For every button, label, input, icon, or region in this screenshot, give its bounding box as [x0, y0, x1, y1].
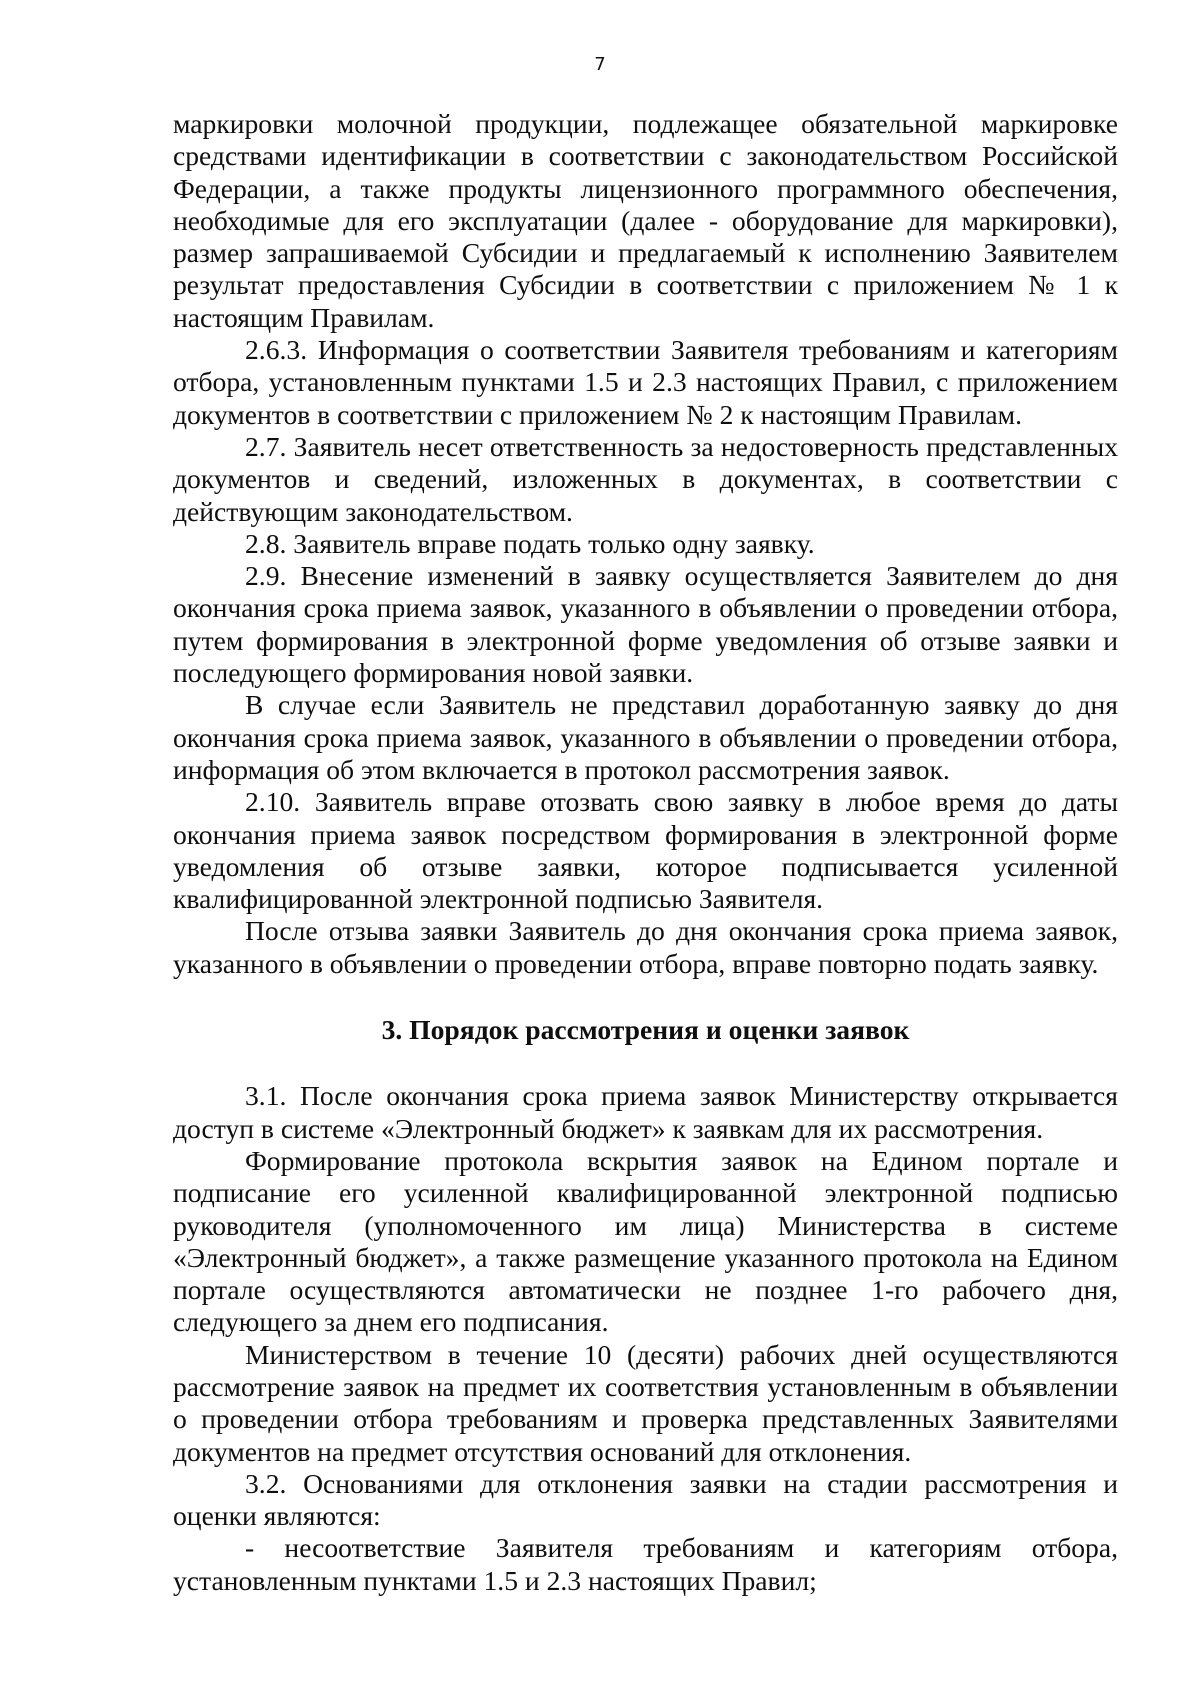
paragraph-2-6-3: 2.6.3. Информация о соответствии Заявителя требованиям и категориям отбора, установленным пунктами 1.5 и 2.3 настоящих Правил, с приложением документов в соответствии с приложением № 2 к настоящим Правилам.	[173, 334, 1118, 430]
paragraph-2-7: 2.7. Заявитель несет ответственность за недостоверность представленных документов и сведений, изложенных в документах, в соответствии с действующим законодательством.	[173, 430, 1118, 527]
list-item-mismatch: - несоответствие Заявителя требованиям и категориям отбора, установленным пунктами 1.5 и 2.3 настоящих Правил;	[173, 1532, 1118, 1596]
paragraph-2-10-note: После отзыва заявки Заявитель до дня окончания срока приема заявок, указанного в объявлении о проведении отбора, вправе повторно подать заявку.	[173, 915, 1118, 979]
paragraph-2-8: 2.8. Заявитель вправе подать только одну заявку.	[245, 527, 815, 559]
section-heading: 3. Порядок рассмотрения и оценки заявок	[381, 1014, 910, 1046]
paragraph-continuation: маркировки молочной продукции, подлежащее обязательной маркировке средствами идентификации в соответствии с законодательством Российской Федерации, а также продукты лицензионного программного обеспечения, необходимые для его эксплуатации (далее - оборудование для маркировки), размер запрашиваемой Субсидии и предлагаемый к исполнению Заявителем результат предоставления Субсидии в соответствии с приложением № 1 к настоящим Правилам.	[173, 108, 1118, 333]
paragraph-3-1-protocol: Формирование протокола вскрытия заявок на Едином портале и подписание его усиленной квалифицированной электронной подписью руководителя (уполномоченного им лица) Министерства в системе «Электронный бюджет», а также размещение указанного протокола на Едином портале осуществляются автоматически не позднее 1-го рабочего дня, следующего за днем его подписания.	[173, 1144, 1118, 1338]
paragraph-2-9: 2.9. Внесение изменений в заявку осуществляется Заявителем до дня окончания срока приема заявок, указанного в объявлении о проведении отбора, путем формирования в электронной форме уведомления об отзыве заявки и последующего формирования новой заявки.	[173, 560, 1118, 689]
paragraph-2-10: 2.10. Заявитель вправе отозвать свою заявку в любое время до даты окончания приема заявок посредством формирования в электронной форме уведомления об отзыве заявки, которое подписывается усиленной квалифицированной электронной подписью Заявителя.	[173, 786, 1118, 915]
page-number: 7	[594, 54, 606, 75]
paragraph-2-9-note: В случае если Заявитель не представил доработанную заявку до дня окончания срока приема заявок, указанного в объявлении о проведении отбора, информация об этом включается в протокол рассмотрения заявок.	[173, 689, 1118, 785]
paragraph-3-1-review: Министерством в течение 10 (десяти) рабочих дней осуществляются рассмотрение заявок на предмет их соответствия установленным в объявлении о проведении отбора требованиям и проверка представленных Заявителями документов на предмет отсутствия оснований для отклонения.	[173, 1338, 1118, 1467]
paragraph-3-1: 3.1. После окончания срока приема заявок Министерству открывается доступ в системе «Электронный бюджет» к заявкам для их рассмотрения.	[173, 1080, 1118, 1144]
paragraph-3-2: 3.2. Основаниями для отклонения заявки на стадии рассмотрения и оценки являются:	[173, 1467, 1118, 1532]
document-body	[173, 108, 1118, 1597]
